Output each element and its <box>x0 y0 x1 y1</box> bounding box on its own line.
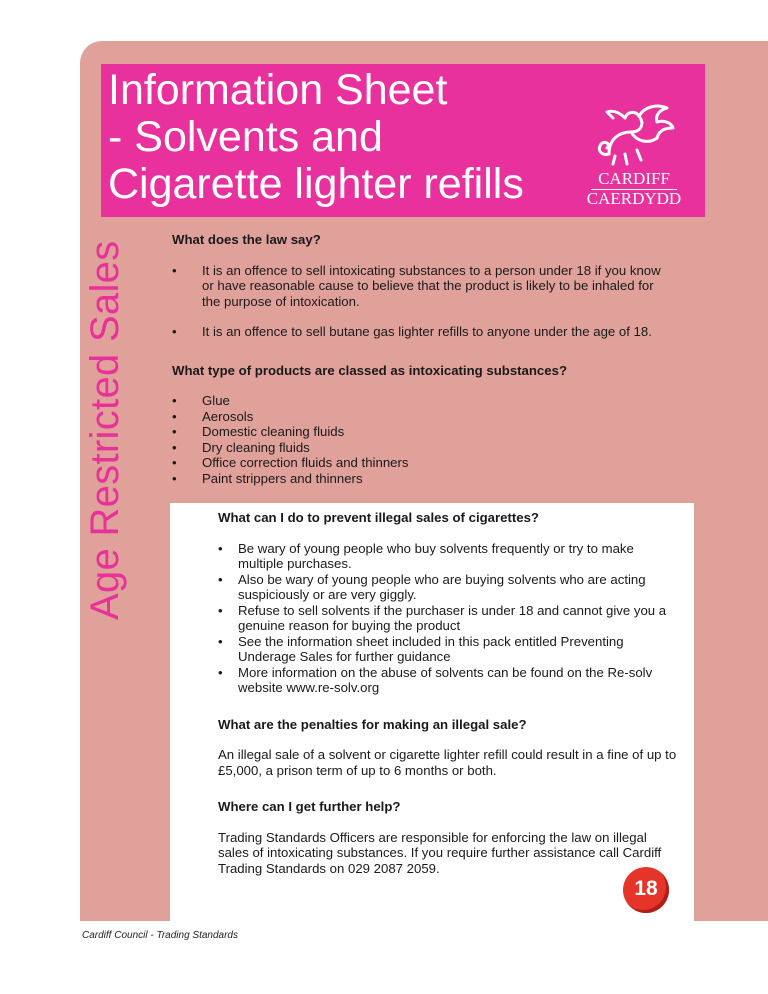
product-item-text: Aerosols <box>202 408 254 424</box>
product-item-text: Office correction fluids and thinners <box>202 455 409 470</box>
dragon-icon <box>579 94 689 166</box>
title-banner <box>101 64 705 217</box>
help-heading: Where can I get further help? <box>218 799 401 814</box>
product-item <box>172 471 672 487</box>
prevent-item-text: More information on the abuse of solvents can be found on the Re-solv website www.re-solv.org <box>238 664 653 695</box>
products-heading: What type of products are classed as intoxicating substances? <box>172 362 567 378</box>
bullet-icon: • <box>172 393 177 408</box>
bullet-icon: • <box>218 664 223 680</box>
title-line-3: Cigarette lighter refills <box>108 160 524 208</box>
prevent-heading: What can I do to prevent illegal sales of cigarettes? <box>218 510 539 525</box>
penalties-heading: What are the penalties for making an illegal sale? <box>218 716 527 732</box>
age-18-badge <box>623 867 669 913</box>
bullet-icon: • <box>172 455 177 470</box>
prevent-item <box>218 665 680 696</box>
cardiff-logo <box>579 94 689 209</box>
product-item <box>172 424 672 440</box>
help-text: Trading Standards Officers are responsible for enforcing the law on illegal sales of intoxicating substances. If you require further assistance call Cardiff Trading Standards on 029 2087 2059. <box>218 829 662 876</box>
prevent-item <box>218 603 680 634</box>
logo-text-caerdydd: CAERDYDD <box>586 189 682 208</box>
product-item <box>172 440 672 456</box>
bullet-icon: • <box>218 540 223 556</box>
side-label: Age Restricted Sales <box>83 240 127 620</box>
logo-text-cardiff: CARDIFF <box>598 169 670 188</box>
bullet-icon: • <box>172 424 177 439</box>
prevent-item <box>218 541 680 572</box>
prevent-item-text: See the information sheet included in this pack entitled Preventing Underage Sales for further guidance <box>238 633 624 664</box>
bullet-icon: • <box>172 262 177 278</box>
bullet-icon: • <box>172 470 177 486</box>
law-item-text: It is an offence to sell butane gas lighter refills to anyone under the age of 18. <box>202 324 652 339</box>
page-title <box>108 67 524 208</box>
product-item-text: Dry cleaning fluids <box>202 439 310 455</box>
law-item-text: It is an offence to sell intoxicating substances to a person under 18 if you know or have reasonable cause to believe that the product is likely to be inhaled for the purpose of intoxication. <box>202 262 661 309</box>
product-item-text: Domestic cleaning fluids <box>202 424 345 439</box>
prevent-item-text: Be wary of young people who buy solvents frequently or try to make multiple purchases. <box>238 540 634 571</box>
penalties-text: An illegal sale of a solvent or cigarette lighter refill could result in a fine of up to £5,000, a prison term of up to 6 months or both. <box>218 747 677 778</box>
bullet-icon: • <box>172 439 177 455</box>
bullet-icon: • <box>172 324 177 339</box>
prevent-item-text: Refuse to sell solvents if the purchaser is under 18 and cannot give you a genuine reason for buying the product <box>238 602 667 633</box>
product-item-text: Paint strippers and thinners <box>202 470 363 486</box>
law-item <box>172 324 672 340</box>
product-item <box>172 455 672 471</box>
age-18-badge-text: 18 <box>634 877 658 900</box>
title-line-2: - Solvents and <box>108 113 383 161</box>
bullet-icon: • <box>218 602 223 618</box>
product-item <box>172 409 672 425</box>
bullet-icon: • <box>172 408 177 424</box>
product-item-text: Glue <box>202 393 230 408</box>
main-content <box>172 232 672 486</box>
law-heading: What does the law say? <box>172 232 321 247</box>
bullet-icon: • <box>218 633 223 649</box>
bullet-icon: • <box>218 571 223 587</box>
prevent-item <box>218 572 680 603</box>
footer-text: Cardiff Council - Trading Standards <box>82 930 238 941</box>
title-line-1: Information Sheet <box>108 66 448 114</box>
product-item <box>172 393 672 409</box>
info-box-content <box>218 510 680 876</box>
prevent-item-text: Also be wary of young people who are buying solvents who are acting suspiciously or are very giggly. <box>238 571 646 602</box>
prevent-item <box>218 634 680 665</box>
law-item <box>172 263 672 310</box>
